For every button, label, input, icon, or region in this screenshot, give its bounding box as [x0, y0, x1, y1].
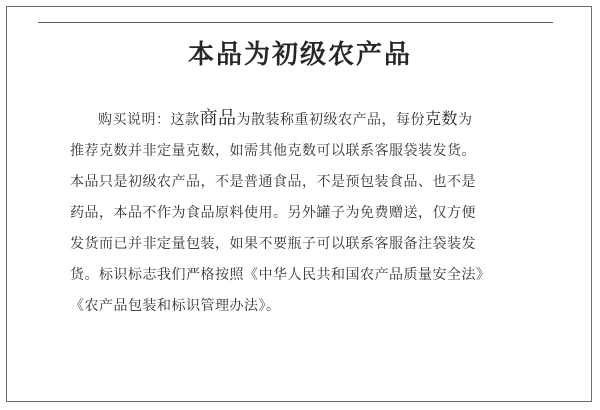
description-paragraph [70, 103, 536, 322]
text-line-6: 货。标识标志我们严格按照《中华人民共和国农产品质量安全法》 [70, 267, 491, 283]
page-title: 本品为初级农产品 [187, 40, 412, 70]
text-line-2: 推荐克数并非定量克数，如需其他克数可以联系客服袋装发货。 [70, 143, 476, 159]
purchase-note-prefix: 购买说明：这款 [98, 112, 200, 128]
text-line-4: 药品，本品不作为食品原料使用。另外罐子为免费赠送，仅方便 [70, 205, 476, 221]
highlight-product: 商品 [199, 108, 237, 129]
top-divider [38, 22, 553, 23]
text-line-3: 本品只是初级农产品，不是普通食品，不是预包装食品、也不是 [70, 174, 476, 190]
highlight-grams: 克数 [425, 109, 459, 128]
text-line-5: 发货而已并非定量包装，如果不要瓶子可以联系客服备注袋装发 [70, 236, 476, 252]
text-line-7: 《农产品包装和标识管理办法》。 [70, 298, 281, 314]
purchase-note-suffix: 为 [458, 112, 473, 128]
purchase-note-middle: 为散装称重初级农产品，每份 [236, 112, 425, 128]
text-line-1 [70, 103, 536, 136]
